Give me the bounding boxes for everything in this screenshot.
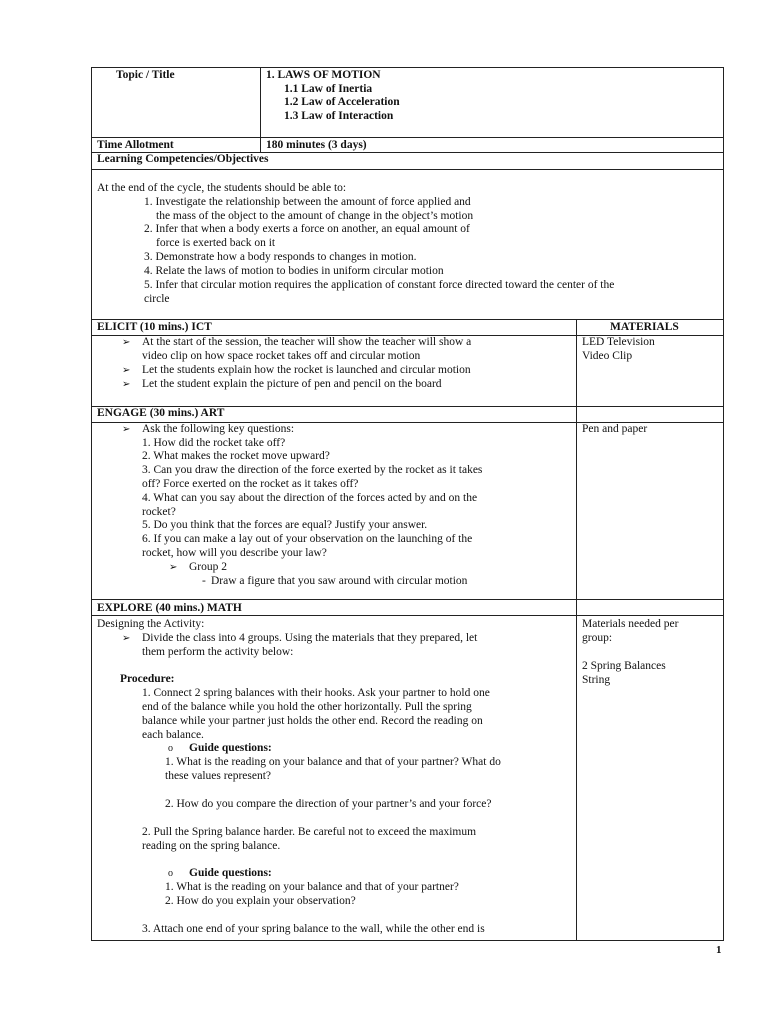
arrow-bullet-icon: ➢ <box>169 562 178 573</box>
explore-line: 2. How do you explain your observation? <box>165 895 356 907</box>
objective-line: circle <box>144 293 170 305</box>
column-divider <box>576 319 577 941</box>
explore-line: these values represent? <box>165 770 272 782</box>
arrow-bullet-icon: ➢ <box>122 633 131 644</box>
arrow-bullet-icon: ➢ <box>122 365 131 376</box>
arrow-bullet-icon: ➢ <box>122 424 131 435</box>
guide-label: Guide questions: <box>189 867 272 879</box>
engage-line: rocket, how will you describe your law? <box>142 547 327 559</box>
lesson-title: 1. LAWS OF MOTION <box>266 69 381 81</box>
engage-line: 4. What can you say about the direction of the forces acted by and on the <box>142 492 478 504</box>
objective-line: 5. Infer that circular motion requires the application of constant force directed toward the center of the <box>144 279 615 291</box>
engage-material: Pen and paper <box>582 423 648 435</box>
circle-bullet-icon: o <box>168 743 173 754</box>
explore-line: ➢ Divide the class into 4 groups. Using the materials that they prepared, let <box>122 632 478 644</box>
objectives-intro: At the end of the cycle, the students should be able to: <box>97 182 347 194</box>
engage-line: 2. What makes the rocket move upward? <box>142 450 330 462</box>
explore-line: 1. What is the reading on your balance and that of your partner? What do <box>165 756 501 768</box>
explore-line: 2. How do you compare the direction of your partner’s and your force? <box>165 798 492 810</box>
page-number: 1 <box>716 944 722 956</box>
elicit-material: LED Television <box>582 336 655 348</box>
explore-line: 2. Pull the Spring balance harder. Be careful not to exceed the maximum <box>142 826 477 838</box>
engage-line: 1. How did the rocket take off? <box>142 437 286 449</box>
time-label: Time Allotment <box>97 139 174 151</box>
subtopic: 1.1 Law of Inertia <box>284 83 373 95</box>
explore-material: group: <box>582 632 613 644</box>
subtopic: 1.2 Law of Acceleration <box>284 96 400 108</box>
column-divider <box>260 68 261 152</box>
objective-line: force is exerted back on it <box>156 237 276 249</box>
engage-heading: ENGAGE (30 mins.) ART <box>97 407 225 419</box>
elicit-line: video clip on how space rocket takes off and circular motion <box>142 350 421 362</box>
topic-label: Topic / Title <box>116 69 175 81</box>
engage-group: ➢ Group 2 <box>169 561 228 573</box>
elicit-line: ➢ Let the student explain the picture of pen and pencil on the board <box>122 378 442 390</box>
competencies-heading: Learning Competencies/Objectives <box>97 153 269 165</box>
arrow-bullet-icon: ➢ <box>122 337 131 348</box>
engage-line: ➢ Ask the following key questions: <box>122 423 295 435</box>
objective-line: 3. Demonstrate how a body responds to changes in motion. <box>144 251 417 263</box>
objective-line: 4. Relate the laws of motion to bodies in uniform circular motion <box>144 265 444 277</box>
explore-line: balance while your partner just holds the other end. Record the reading on <box>142 715 483 727</box>
engage-line: off? Force exerted on the rocket as it takes off? <box>142 478 359 490</box>
explore-line: end of the balance while you hold the other horizontally. Pull the spring <box>142 701 472 713</box>
explore-material: String <box>582 674 611 686</box>
explore-heading: EXPLORE (40 mins.) MATH <box>97 602 242 614</box>
objective-line: the mass of the object to the amount of change in the object’s motion <box>156 210 474 222</box>
explore-material: 2 Spring Balances <box>582 660 666 672</box>
elicit-heading: ELICIT (10 mins.) ICT <box>97 321 212 333</box>
guide-label: Guide questions: <box>189 742 272 754</box>
row-divider <box>92 319 723 320</box>
engage-line: rocket? <box>142 506 176 518</box>
row-divider <box>92 137 723 138</box>
explore-line: them perform the activity below: <box>142 646 294 658</box>
explore-material: Materials needed per <box>582 618 679 630</box>
engage-dash: - <box>202 575 206 587</box>
row-divider <box>92 599 723 600</box>
explore-line: reading on the spring balance. <box>142 840 281 852</box>
objective-line: 2. Infer that when a body exerts a force on another, an equal amount of <box>144 223 470 235</box>
elicit-line: ➢ At the start of the session, the teacher will show the teacher will show a <box>122 336 472 348</box>
materials-heading: MATERIALS <box>610 321 679 333</box>
engage-line: 3. Can you draw the direction of the force exerted by the rocket as it takes <box>142 464 483 476</box>
elicit-material: Video Clip <box>582 350 633 362</box>
explore-line: 1. Connect 2 spring balances with their hooks. Ask your partner to hold one <box>142 687 490 699</box>
procedure-label: Procedure: <box>120 673 175 685</box>
objective-line: 1. Investigate the relationship between the amount of force applied and <box>144 196 471 208</box>
explore-line: 3. Attach one end of your spring balance to the wall, while the other end is <box>142 923 485 935</box>
lesson-plan-table <box>91 67 724 941</box>
circle-bullet-icon: o <box>168 868 173 879</box>
explore-line: 1. What is the reading on your balance and that of your partner? <box>165 881 459 893</box>
explore-designing: Designing the Activity: <box>97 618 205 630</box>
engage-line: 6. If you can make a lay out of your observation on the launching of the <box>142 533 473 545</box>
explore-line: each balance. <box>142 729 204 741</box>
arrow-bullet-icon: ➢ <box>122 379 131 390</box>
time-value: 180 minutes (3 days) <box>266 139 367 151</box>
elicit-line: ➢ Let the students explain how the rocket is launched and circular motion <box>122 364 471 376</box>
engage-line: 5. Do you think that the forces are equal? Justify your answer. <box>142 519 428 531</box>
row-divider <box>92 169 723 170</box>
subtopic: 1.3 Law of Interaction <box>284 110 394 122</box>
engage-line: Draw a figure that you saw around with circular motion <box>211 575 468 587</box>
